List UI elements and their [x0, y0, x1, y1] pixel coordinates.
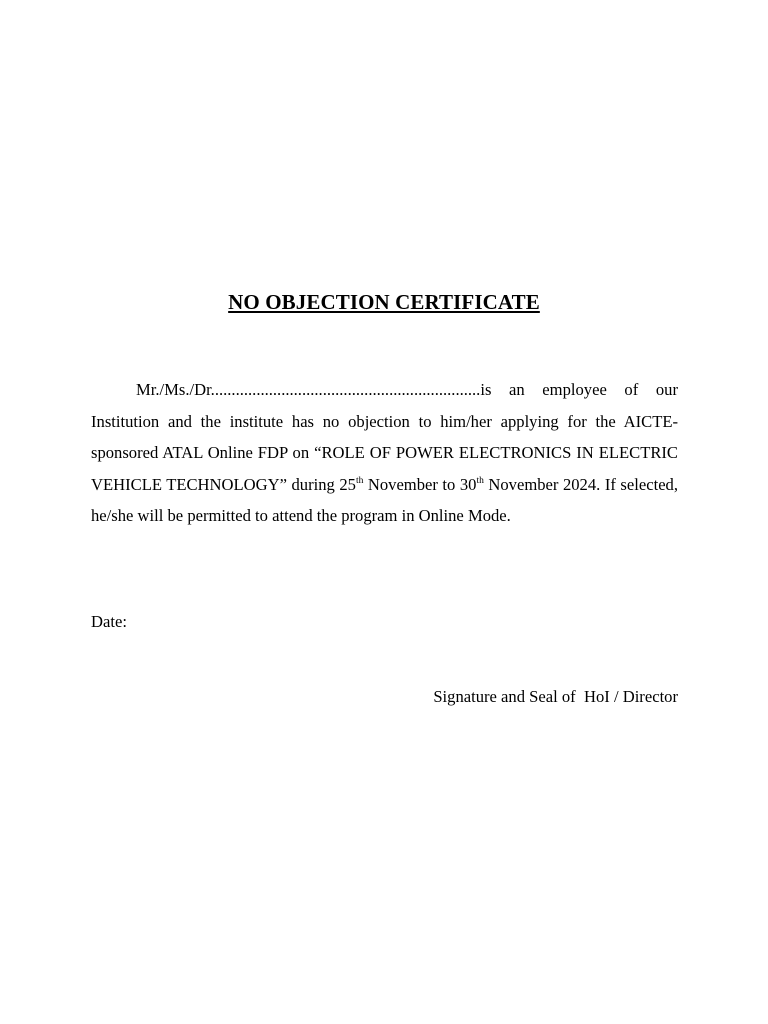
signature-label: Signature and Seal of HoI / Director — [433, 687, 678, 706]
body-text-part-1: Mr./Ms./Dr.................................................................is an employee of our Institution and the institute has no objection to him/her applying for the AICTE-sponsored ATAL Online FDP on “ROLE OF POWER ELECTRONICS IN ELECTRIC VEHICLE TECHNOLOGY” during 25 — [91, 380, 678, 494]
ordinal-suffix-start: th — [355, 475, 364, 486]
body-text-part-2: November to 30 — [363, 474, 477, 494]
ordinal-suffix-end: th — [476, 475, 484, 486]
certificate-title: NO OBJECTION CERTIFICATE — [228, 290, 540, 314]
certificate-body — [91, 374, 678, 532]
date-label: Date: — [91, 612, 127, 631]
body-text-part-3: November 2024. If selected, he/she will be permitted to attend the program in Online Mode. — [91, 474, 678, 526]
